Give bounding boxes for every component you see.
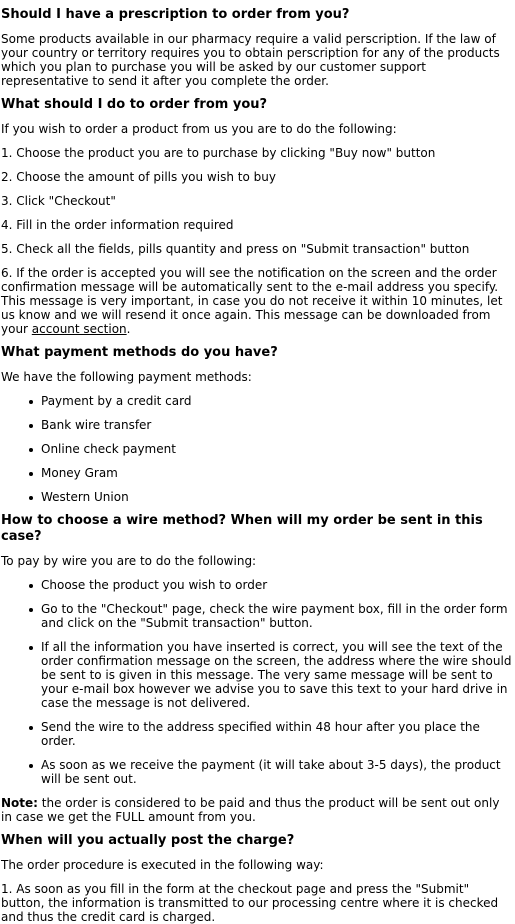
payment-method-item: Bank wire transfer — [41, 418, 513, 432]
note-text: the order is considered to be paid and thus the product will be sent out only in case we get the FULL amount from you. — [1, 796, 500, 824]
payment-methods-intro: We have the following payment methods: — [1, 370, 252, 384]
wire-step-item: Choose the product you wish to order — [41, 578, 513, 592]
order-step-5: 5. Check all the fields, pills quantity and press on "Submit transaction" button — [1, 242, 470, 256]
order-step-6-end: . — [126, 322, 131, 336]
order-step-6-text: 6. If the order is accepted you will see the notification on the screen and the order confirmation message will be automatically sent to the e-mail address you specify. This message is very important, in case you do not receive it within 10 minutes, let us know and we will resend it once again. This message can be downloaded from your — [1, 266, 503, 336]
payment-method-item: Western Union — [41, 490, 513, 504]
wire-step-item: If all the information you have inserted is correct, you will see the text of the order confirmation message on the screen, the address where the wire should be sent to is given in this message. The very same message will be sent to your e-mail box however we advise you to save this text to your hard drive in case the message is not delivered. — [41, 640, 512, 710]
faq-question-payment-methods: What payment methods do you have? — [1, 345, 278, 360]
faq-question-how-to-order: What should I do to order from you? — [1, 97, 268, 112]
payment-methods-list — [1, 394, 513, 504]
wire-step-item: Go to the "Checkout" page, check the wire payment box, fill in the order form and click on the "Submit transaction" button. — [41, 602, 513, 630]
note-label: Note: — [1, 796, 38, 810]
wire-steps-list — [1, 578, 513, 786]
order-step-3: 3. Click "Checkout" — [1, 194, 116, 208]
wire-note — [1, 796, 513, 824]
faq-question-prescription: Should I have a prescription to order from you? — [1, 7, 350, 22]
order-step-4: 4. Fill in the order information required — [1, 218, 234, 232]
order-step-6 — [1, 266, 513, 336]
wire-steps-intro: To pay by wire you are to do the following: — [1, 554, 257, 568]
order-step-2: 2. Choose the amount of pills you wish to buy — [1, 170, 276, 184]
faq-page — [0, 7, 515, 924]
charge-procedure-intro: The order procedure is executed in the following way: — [1, 858, 324, 872]
order-step-1: 1. Choose the product you are to purchase by clicking "Buy now" button — [1, 146, 436, 160]
payment-method-item: Online check payment — [41, 442, 513, 456]
payment-method-item: Money Gram — [41, 466, 513, 480]
charge-step-1: 1. As soon as you fill in the form at the checkout page and press the "Submit" button, the information is transmitted to our processing centre where it is checked and thus the credit card is charged. — [1, 882, 499, 924]
payment-method-item: Payment by a credit card — [41, 394, 513, 408]
wire-step-item: As soon as we receive the payment (it will take about 3-5 days), the product will be sent out. — [41, 758, 513, 786]
faq-question-wire-method: How to choose a wire method? When will my order be sent in this case? — [1, 513, 483, 544]
faq-answer-prescription: Some products available in our pharmacy require a valid perscription. If the law of your country or territory requires you to obtain perscription for any of the products which you plan to purchase you will be asked by our customer support representative to send it after you complete the order. — [1, 32, 500, 88]
order-steps-intro: If you wish to order a product from us you are to do the following: — [1, 122, 397, 136]
wire-step-item: Send the wire to the address specified within 48 hour after you place the order. — [41, 720, 513, 748]
faq-question-post-charge: When will you actually post the charge? — [1, 833, 295, 848]
account-section-link[interactable]: account section — [31, 322, 127, 336]
